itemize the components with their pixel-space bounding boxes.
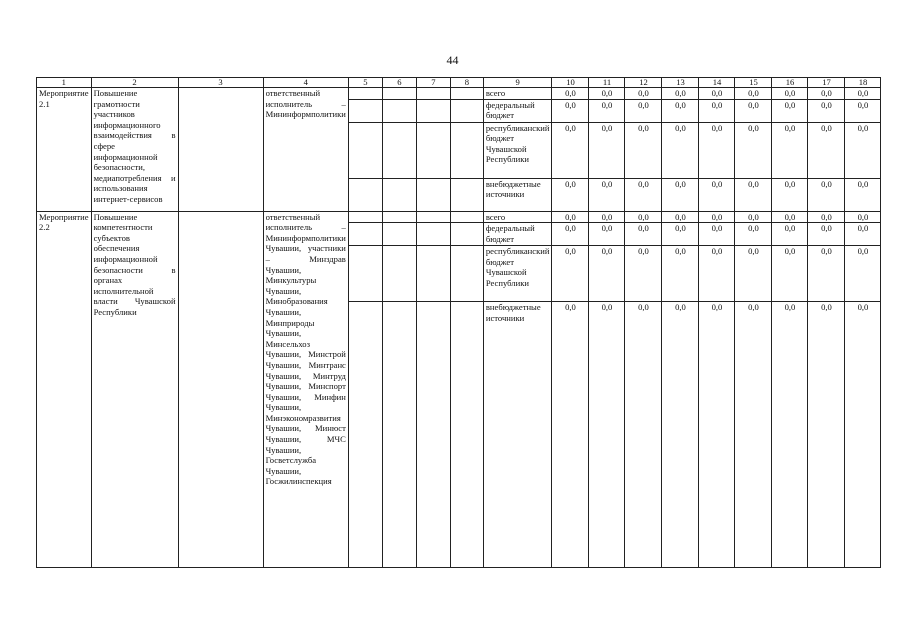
column-header: 4 [263,78,348,88]
empty-cell [450,223,483,246]
funding-value: 0,0 [735,99,772,122]
event-label: Мероприятие 2.1 [37,88,92,212]
table-row [37,88,881,100]
funding-value: 0,0 [625,211,662,223]
program-table [36,77,881,568]
column-header: 2 [91,78,178,88]
funding-source: республиканский бюджет Чувашской Республики [483,246,552,302]
column-header: 9 [483,78,552,88]
event-description: Повышение грамотности участников информационного взаимодействия в сфере информационной безопасности, медиапотребления и использования интернет-сервисов [91,88,178,212]
funding-value: 0,0 [552,302,589,568]
empty-cell [450,302,483,568]
funding-value: 0,0 [735,178,772,211]
funding-value: 0,0 [845,211,881,223]
event-label: Мероприятие 2.2 [37,211,92,568]
empty-cell [348,246,382,302]
empty-cell [450,246,483,302]
funding-source: внебюджетные источники [483,178,552,211]
column-header: 14 [699,78,735,88]
funding-value: 0,0 [552,122,589,178]
funding-value: 0,0 [625,302,662,568]
empty-cell [382,211,416,223]
funding-value: 0,0 [662,99,699,122]
funding-value: 0,0 [552,88,589,100]
funding-value: 0,0 [589,88,625,100]
funding-value: 0,0 [808,302,845,568]
funding-value: 0,0 [845,99,881,122]
funding-source: всего [483,211,552,223]
empty-cell [450,178,483,211]
empty-cell [416,122,450,178]
funding-source: федеральный бюджет [483,99,552,122]
column-header: 10 [552,78,589,88]
event-description: Повышение компетентности субъектов обеспечения информационной безопасности в органах исполнительной власти Чувашской Республики [91,211,178,568]
funding-value: 0,0 [589,122,625,178]
funding-value: 0,0 [808,223,845,246]
page-number: 44 [446,53,459,67]
empty-cell [382,223,416,246]
funding-value: 0,0 [772,99,808,122]
column-header: 3 [178,78,263,88]
funding-value: 0,0 [735,88,772,100]
funding-value: 0,0 [735,246,772,302]
table-body [37,88,881,568]
column-header: 17 [808,78,845,88]
funding-source: всего [483,88,552,100]
empty-cell [382,178,416,211]
empty-cell [348,88,382,100]
funding-value: 0,0 [662,122,699,178]
empty-cell [382,122,416,178]
empty-cell [382,246,416,302]
funding-value: 0,0 [808,211,845,223]
funding-value: 0,0 [699,178,735,211]
funding-value: 0,0 [772,178,808,211]
funding-value: 0,0 [808,88,845,100]
responsible-executor: ответственный исполнитель – Мининформполитики Чувашии, участники – Минздрав Чувашии, Минкультуры Чувашии, Минобразования Чувашии, Минприроды Чувашии, Минсельхоз Чувашии, Минстрой Чувашии, Минтранс Чувашии, Минтруд Чувашии, Минспорт Чувашии, Минфин Чувашии, Минэкономразвития Чувашии, Минюст Чувашии, МЧС Чувашии, Госветслужба Чувашии, Госжилинспекция [263,211,348,568]
funding-value: 0,0 [808,122,845,178]
empty-cell [348,211,382,223]
funding-value: 0,0 [625,246,662,302]
funding-value: 0,0 [662,302,699,568]
funding-value: 0,0 [699,246,735,302]
funding-source: внебюджетные источники [483,302,552,568]
table-row [37,211,881,223]
funding-value: 0,0 [662,88,699,100]
column-header: 5 [348,78,382,88]
funding-value: 0,0 [772,88,808,100]
funding-value: 0,0 [662,211,699,223]
funding-value: 0,0 [772,302,808,568]
funding-value: 0,0 [699,223,735,246]
funding-value: 0,0 [625,122,662,178]
funding-value: 0,0 [772,122,808,178]
column-header: 15 [735,78,772,88]
empty-cell [416,246,450,302]
funding-value: 0,0 [552,223,589,246]
empty-cell [450,122,483,178]
funding-value: 0,0 [625,178,662,211]
funding-source: республиканский бюджет Чувашской Республики [483,122,552,178]
empty-cell [450,99,483,122]
funding-value: 0,0 [699,99,735,122]
funding-value: 0,0 [589,99,625,122]
funding-value: 0,0 [552,178,589,211]
column-header: 6 [382,78,416,88]
funding-value: 0,0 [552,99,589,122]
empty-cell [348,122,382,178]
empty-cell [348,302,382,568]
funding-value: 0,0 [808,178,845,211]
funding-value: 0,0 [845,223,881,246]
funding-value: 0,0 [625,99,662,122]
funding-value: 0,0 [808,246,845,302]
funding-value: 0,0 [625,223,662,246]
funding-value: 0,0 [845,302,881,568]
funding-value: 0,0 [772,223,808,246]
funding-value: 0,0 [589,223,625,246]
column-header: 11 [589,78,625,88]
funding-value: 0,0 [699,211,735,223]
funding-value: 0,0 [589,302,625,568]
funding-value: 0,0 [625,88,662,100]
column-header: 13 [662,78,699,88]
funding-value: 0,0 [845,122,881,178]
funding-value: 0,0 [699,122,735,178]
funding-value: 0,0 [552,211,589,223]
empty-cell [450,211,483,223]
empty-cell [416,223,450,246]
funding-value: 0,0 [662,178,699,211]
funding-value: 0,0 [845,178,881,211]
column-header: 7 [416,78,450,88]
empty-cell [348,178,382,211]
empty-cell [416,302,450,568]
empty-cell [450,88,483,100]
funding-value: 0,0 [845,246,881,302]
empty-cell [416,178,450,211]
column-header: 16 [772,78,808,88]
empty-cell [178,88,263,212]
empty-cell [416,99,450,122]
header-row [37,78,881,88]
funding-value: 0,0 [699,88,735,100]
column-header: 1 [37,78,92,88]
column-header: 18 [845,78,881,88]
funding-value: 0,0 [772,211,808,223]
funding-value: 0,0 [699,302,735,568]
empty-cell [348,223,382,246]
empty-cell [382,99,416,122]
funding-value: 0,0 [735,211,772,223]
responsible-executor: ответственный исполнитель – Мининформполитики [263,88,348,212]
funding-value: 0,0 [735,122,772,178]
empty-cell [178,211,263,568]
empty-cell [348,99,382,122]
funding-value: 0,0 [772,246,808,302]
funding-value: 0,0 [589,211,625,223]
funding-value: 0,0 [845,88,881,100]
funding-value: 0,0 [589,246,625,302]
funding-value: 0,0 [662,246,699,302]
empty-cell [382,88,416,100]
empty-cell [416,211,450,223]
funding-value: 0,0 [662,223,699,246]
funding-value: 0,0 [808,99,845,122]
funding-value: 0,0 [735,302,772,568]
empty-cell [416,88,450,100]
column-header: 8 [450,78,483,88]
funding-value: 0,0 [589,178,625,211]
funding-value: 0,0 [552,246,589,302]
empty-cell [382,302,416,568]
funding-source: федеральный бюджет [483,223,552,246]
funding-value: 0,0 [735,223,772,246]
column-header: 12 [625,78,662,88]
